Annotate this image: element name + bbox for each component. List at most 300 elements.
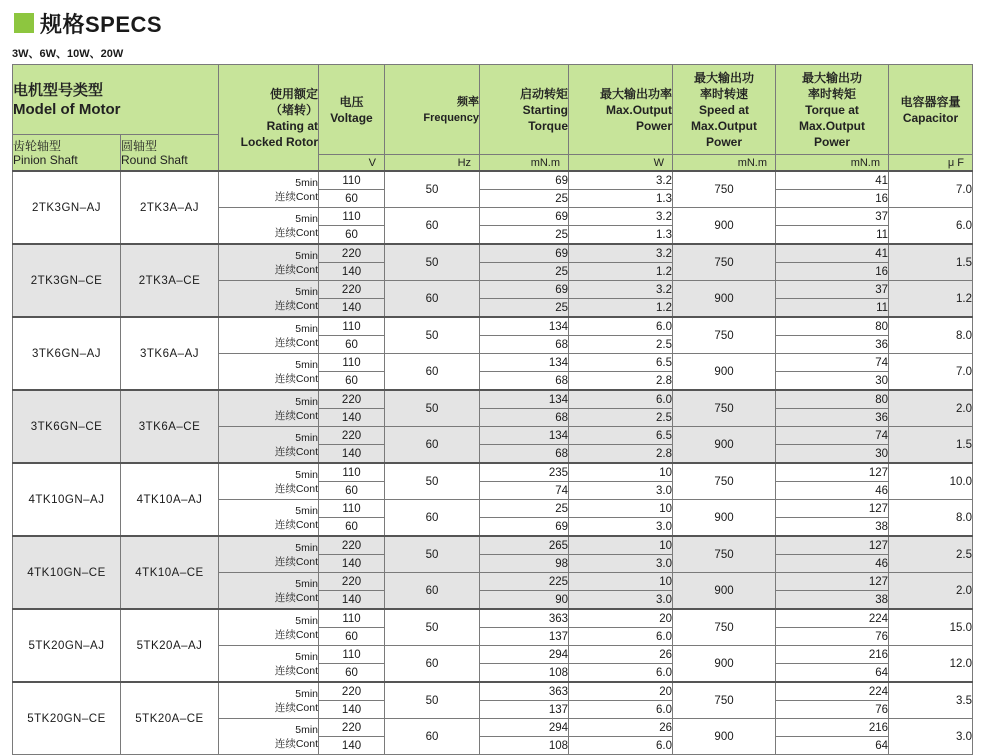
max-torque-cell: 36 xyxy=(776,409,889,427)
max-power-cell: 10 xyxy=(569,463,673,482)
voltage-cell: 140 xyxy=(319,299,385,318)
speed-cell: 750 xyxy=(673,390,776,427)
max-power-cell: 20 xyxy=(569,682,673,701)
rating-cont: 连续Cont xyxy=(274,737,319,750)
round-model: 2TK3A–AJ xyxy=(121,171,219,244)
rating-5min: 5min xyxy=(295,723,319,736)
starting-torque-cell: 68 xyxy=(480,445,569,464)
max-torque-header xyxy=(776,65,889,155)
voltage-cell: 60 xyxy=(319,336,385,354)
max-power-cell: 10 xyxy=(569,573,673,591)
voltage-header-cn: 电压 xyxy=(339,94,364,109)
capacitor-cell: 8.0 xyxy=(889,500,973,537)
voltage-cell: 110 xyxy=(319,354,385,372)
rating-5min: 5min xyxy=(295,468,319,481)
round-shaft-header xyxy=(121,135,219,172)
max-torque-cell: 46 xyxy=(776,482,889,500)
starting-torque-cell: 69 xyxy=(480,208,569,226)
rating-cell xyxy=(219,719,319,755)
max-power-cell: 6.5 xyxy=(569,354,673,372)
round-model: 2TK3A–CE xyxy=(121,244,219,317)
rating-cont: 连续Cont xyxy=(274,591,319,604)
max-torque-cell: 127 xyxy=(776,500,889,518)
rating-cell xyxy=(219,390,319,427)
speed-header xyxy=(673,65,776,155)
starting-torque-header-cn: 启动转矩 xyxy=(520,86,569,101)
rating-5min: 5min xyxy=(295,614,319,627)
max-power-cell: 1.2 xyxy=(569,263,673,281)
voltage-cell: 110 xyxy=(319,609,385,628)
rating-cont: 连续Cont xyxy=(274,372,319,385)
round-shaft-header-en: Round Shaft xyxy=(121,152,188,167)
max-power-cell: 6.5 xyxy=(569,427,673,445)
speed-cell: 750 xyxy=(673,463,776,500)
max-torque-cell: 74 xyxy=(776,354,889,372)
round-model: 3TK6A–CE xyxy=(121,390,219,463)
frequency-cell: 60 xyxy=(385,719,480,755)
rating-cont: 连续Cont xyxy=(274,336,319,349)
starting-torque-cell: 25 xyxy=(480,190,569,208)
max-power-cell: 10 xyxy=(569,500,673,518)
max-torque-cell: 16 xyxy=(776,263,889,281)
model-group xyxy=(13,171,973,244)
speed-header-cn1: 最大输出功 xyxy=(694,70,755,85)
rating-cont: 连续Cont xyxy=(274,263,319,276)
rating-cell xyxy=(219,317,319,354)
capacitor-cell: 3.5 xyxy=(889,682,973,719)
starting-torque-cell: 137 xyxy=(480,701,569,719)
rating-5min: 5min xyxy=(295,176,319,189)
rating-cont: 连续Cont xyxy=(274,482,319,495)
voltage-cell: 60 xyxy=(319,190,385,208)
starting-torque-cell: 69 xyxy=(480,281,569,299)
voltage-cell: 220 xyxy=(319,427,385,445)
rating-cont: 连续Cont xyxy=(274,445,319,458)
capacitor-cell: 1.2 xyxy=(889,281,973,318)
table-row xyxy=(13,682,973,701)
max-power-cell: 3.0 xyxy=(569,518,673,537)
capacitor-cell: 1.5 xyxy=(889,427,973,464)
capacitor-header-en: Capacitor xyxy=(902,110,959,125)
voltage-cell: 220 xyxy=(319,573,385,591)
starting-torque-cell: 74 xyxy=(480,482,569,500)
rating-cont: 连续Cont xyxy=(274,555,319,568)
table-row xyxy=(13,171,973,190)
round-shaft-header-cn: 圆轴型 xyxy=(121,138,158,153)
rating-cell xyxy=(219,573,319,610)
title-text: 规格SPECS xyxy=(40,11,163,37)
starting-torque-cell: 134 xyxy=(480,354,569,372)
voltage-cell: 220 xyxy=(319,682,385,701)
rating-cell xyxy=(219,646,319,683)
voltage-header-en: Voltage xyxy=(330,110,373,125)
unit-voltage: V xyxy=(319,155,385,172)
max-torque-cell: 64 xyxy=(776,664,889,683)
rating-cont: 连续Cont xyxy=(274,518,319,531)
starting-torque-cell: 25 xyxy=(480,226,569,245)
frequency-cell: 50 xyxy=(385,609,480,646)
starting-torque-cell: 108 xyxy=(480,737,569,755)
rating-5min: 5min xyxy=(295,395,319,408)
starting-torque-cell: 235 xyxy=(480,463,569,482)
round-model: 4TK10A–AJ xyxy=(121,463,219,536)
rating-header-en2: Locked Rotor xyxy=(240,134,319,149)
starting-torque-cell: 134 xyxy=(480,390,569,409)
voltage-cell: 60 xyxy=(319,628,385,646)
pinion-model: 2TK3GN–AJ xyxy=(13,171,121,244)
capacitor-cell: 7.0 xyxy=(889,354,973,391)
rating-cell xyxy=(219,354,319,391)
rating-cont: 连续Cont xyxy=(274,664,319,677)
capacitor-cell: 1.5 xyxy=(889,244,973,281)
voltage-cell: 220 xyxy=(319,281,385,299)
starting-torque-header-en1: Starting xyxy=(522,102,569,117)
capacitor-header-cn: 电容器容量 xyxy=(900,94,961,109)
starting-torque-header xyxy=(480,65,569,155)
voltage-cell: 140 xyxy=(319,591,385,610)
rating-cell xyxy=(219,536,319,573)
title-square-icon xyxy=(14,13,34,33)
starting-torque-header-en2: Torque xyxy=(528,118,569,133)
max-torque-cell: 36 xyxy=(776,336,889,354)
starting-torque-cell: 98 xyxy=(480,555,569,573)
max-torque-cell: 11 xyxy=(776,299,889,318)
speed-cell: 750 xyxy=(673,244,776,281)
max-power-header-cn: 最大输出功率 xyxy=(600,86,673,101)
capacitor-cell: 12.0 xyxy=(889,646,973,683)
max-torque-cell: 41 xyxy=(776,171,889,190)
starting-torque-cell: 225 xyxy=(480,573,569,591)
capacitor-cell: 2.0 xyxy=(889,573,973,610)
rating-cell xyxy=(219,281,319,318)
model-header xyxy=(13,65,219,135)
rating-cell xyxy=(219,609,319,646)
max-torque-header-en2: Max.Output xyxy=(799,118,866,133)
max-power-cell: 3.2 xyxy=(569,281,673,299)
frequency-cell: 50 xyxy=(385,317,480,354)
model-group xyxy=(13,317,973,390)
starting-torque-cell: 25 xyxy=(480,263,569,281)
voltage-cell: 140 xyxy=(319,263,385,281)
starting-torque-cell: 90 xyxy=(480,591,569,610)
rating-cell xyxy=(219,682,319,719)
starting-torque-cell: 137 xyxy=(480,628,569,646)
rating-5min: 5min xyxy=(295,431,319,444)
voltage-cell: 220 xyxy=(319,719,385,737)
frequency-header-en: Frequency xyxy=(423,111,480,124)
rating-cont: 连续Cont xyxy=(274,701,319,714)
starting-torque-cell: 68 xyxy=(480,409,569,427)
frequency-cell: 50 xyxy=(385,463,480,500)
rating-cell xyxy=(219,427,319,464)
frequency-cell: 50 xyxy=(385,390,480,427)
speed-cell: 900 xyxy=(673,208,776,245)
rating-5min: 5min xyxy=(295,577,319,590)
voltage-cell: 110 xyxy=(319,208,385,226)
frequency-cell: 60 xyxy=(385,646,480,683)
starting-torque-cell: 25 xyxy=(480,299,569,318)
max-power-cell: 6.0 xyxy=(569,628,673,646)
rating-cell xyxy=(219,208,319,245)
model-group xyxy=(13,390,973,463)
max-power-cell: 1.3 xyxy=(569,190,673,208)
speed-cell: 750 xyxy=(673,609,776,646)
voltage-cell: 60 xyxy=(319,482,385,500)
pinion-model: 4TK10GN–AJ xyxy=(13,463,121,536)
voltage-cell: 60 xyxy=(319,372,385,391)
max-torque-cell: 64 xyxy=(776,737,889,755)
speed-cell: 900 xyxy=(673,573,776,610)
max-torque-cell: 80 xyxy=(776,390,889,409)
rating-cont: 连续Cont xyxy=(274,409,319,422)
model-group xyxy=(13,244,973,317)
voltage-cell: 110 xyxy=(319,646,385,664)
specs-table xyxy=(12,64,973,755)
round-model: 5TK20A–AJ xyxy=(121,609,219,682)
voltage-cell: 140 xyxy=(319,409,385,427)
voltage-cell: 140 xyxy=(319,701,385,719)
max-torque-cell: 38 xyxy=(776,591,889,610)
capacitor-cell: 6.0 xyxy=(889,208,973,245)
rating-cont: 连续Cont xyxy=(274,190,319,203)
rating-5min: 5min xyxy=(295,504,319,517)
capacitor-cell: 3.0 xyxy=(889,719,973,755)
starting-torque-cell: 265 xyxy=(480,536,569,555)
model-header-cn: 电机型号类型 xyxy=(13,81,104,99)
unit-power: W xyxy=(569,155,673,172)
max-torque-cell: 41 xyxy=(776,244,889,263)
max-torque-header-en3: Power xyxy=(814,134,851,149)
round-model: 3TK6A–AJ xyxy=(121,317,219,390)
rating-header xyxy=(219,65,319,172)
rating-cell xyxy=(219,463,319,500)
voltage-cell: 60 xyxy=(319,664,385,683)
capacitor-cell: 7.0 xyxy=(889,171,973,208)
pinion-model: 2TK3GN–CE xyxy=(13,244,121,317)
max-power-cell: 3.2 xyxy=(569,244,673,263)
voltage-cell: 220 xyxy=(319,536,385,555)
voltage-cell: 110 xyxy=(319,500,385,518)
unit-torque: mN.m xyxy=(480,155,569,172)
max-power-cell: 6.0 xyxy=(569,737,673,755)
speed-header-en1: Speed at xyxy=(699,102,750,117)
starting-torque-cell: 134 xyxy=(480,427,569,445)
speed-cell: 900 xyxy=(673,719,776,755)
max-power-cell: 3.0 xyxy=(569,555,673,573)
rating-5min: 5min xyxy=(295,322,319,335)
max-torque-header-cn1: 最大输出功 xyxy=(802,70,863,85)
model-group xyxy=(13,682,973,755)
model-group xyxy=(13,536,973,609)
starting-torque-cell: 25 xyxy=(480,500,569,518)
max-power-cell: 2.8 xyxy=(569,372,673,391)
unit-capacitor: μ F xyxy=(889,155,973,172)
rating-5min: 5min xyxy=(295,212,319,225)
frequency-cell: 60 xyxy=(385,281,480,318)
speed-cell: 900 xyxy=(673,427,776,464)
max-power-cell: 26 xyxy=(569,719,673,737)
voltage-cell: 140 xyxy=(319,555,385,573)
max-torque-cell: 11 xyxy=(776,226,889,245)
max-torque-cell: 74 xyxy=(776,427,889,445)
frequency-cell: 50 xyxy=(385,682,480,719)
pinion-model: 3TK6GN–AJ xyxy=(13,317,121,390)
table-row xyxy=(13,390,973,409)
max-torque-cell: 37 xyxy=(776,208,889,226)
starting-torque-cell: 363 xyxy=(480,682,569,701)
table-row xyxy=(13,609,973,628)
table-row xyxy=(13,244,973,263)
max-torque-cell: 38 xyxy=(776,518,889,537)
speed-header-en3: Power xyxy=(706,134,743,149)
capacitor-cell: 15.0 xyxy=(889,609,973,646)
starting-torque-cell: 134 xyxy=(480,317,569,336)
voltage-cell: 60 xyxy=(319,518,385,537)
max-power-cell: 6.0 xyxy=(569,317,673,336)
frequency-cell: 50 xyxy=(385,171,480,208)
max-power-cell: 1.3 xyxy=(569,226,673,245)
voltage-cell: 140 xyxy=(319,737,385,755)
speed-cell: 750 xyxy=(673,171,776,208)
max-power-cell: 10 xyxy=(569,536,673,555)
max-torque-cell: 30 xyxy=(776,372,889,391)
unit-max-torque: mN.m xyxy=(776,155,889,172)
pinion-shaft-header-en: Pinion Shaft xyxy=(13,152,78,167)
max-power-cell: 3.2 xyxy=(569,171,673,190)
max-power-cell: 2.5 xyxy=(569,409,673,427)
rating-5min: 5min xyxy=(295,285,319,298)
capacitor-cell: 10.0 xyxy=(889,463,973,500)
rating-cell xyxy=(219,171,319,208)
rating-cont: 连续Cont xyxy=(274,226,319,239)
max-torque-cell: 46 xyxy=(776,555,889,573)
table-row xyxy=(13,463,973,482)
max-torque-cell: 224 xyxy=(776,609,889,628)
voltage-cell: 110 xyxy=(319,171,385,190)
rating-5min: 5min xyxy=(295,249,319,262)
rating-cont: 连续Cont xyxy=(274,299,319,312)
speed-header-cn2: 率时转速 xyxy=(700,86,749,101)
max-torque-cell: 76 xyxy=(776,628,889,646)
voltage-cell: 110 xyxy=(319,317,385,336)
rating-5min: 5min xyxy=(295,650,319,663)
max-torque-cell: 30 xyxy=(776,445,889,464)
voltage-header xyxy=(319,65,385,155)
voltage-cell: 220 xyxy=(319,244,385,263)
max-power-cell: 6.0 xyxy=(569,664,673,683)
frequency-cell: 60 xyxy=(385,354,480,391)
starting-torque-cell: 294 xyxy=(480,719,569,737)
capacitor-cell: 2.5 xyxy=(889,536,973,573)
speed-cell: 750 xyxy=(673,682,776,719)
starting-torque-cell: 69 xyxy=(480,171,569,190)
speed-cell: 750 xyxy=(673,317,776,354)
starting-torque-cell: 363 xyxy=(480,609,569,628)
rating-cell xyxy=(219,500,319,537)
max-torque-cell: 16 xyxy=(776,190,889,208)
max-power-cell: 6.0 xyxy=(569,390,673,409)
capacitor-cell: 8.0 xyxy=(889,317,973,354)
model-group xyxy=(13,609,973,682)
rating-cont: 连续Cont xyxy=(274,628,319,641)
page-title xyxy=(14,10,162,36)
rating-header-cn2: （堵转） xyxy=(270,102,319,117)
voltage-cell: 220 xyxy=(319,390,385,409)
max-power-cell: 2.8 xyxy=(569,445,673,464)
frequency-header-cn: 频率 xyxy=(457,95,480,108)
max-power-cell: 3.0 xyxy=(569,591,673,610)
round-model: 4TK10A–CE xyxy=(121,536,219,609)
capacitor-header xyxy=(889,65,973,155)
starting-torque-cell: 108 xyxy=(480,664,569,683)
max-torque-header-en1: Torque at xyxy=(805,102,859,117)
speed-cell: 900 xyxy=(673,646,776,683)
rating-5min: 5min xyxy=(295,358,319,371)
max-power-cell: 3.0 xyxy=(569,482,673,500)
speed-cell: 900 xyxy=(673,500,776,537)
pinion-shaft-header-cn: 齿轮轴型 xyxy=(13,138,62,153)
speed-header-en2: Max.Output xyxy=(691,118,758,133)
max-power-cell: 3.2 xyxy=(569,208,673,226)
max-power-cell: 20 xyxy=(569,609,673,628)
frequency-cell: 50 xyxy=(385,244,480,281)
rating-5min: 5min xyxy=(295,687,319,700)
table-row xyxy=(13,536,973,555)
voltage-cell: 140 xyxy=(319,445,385,464)
model-header-en: Model of Motor xyxy=(13,100,121,118)
rating-5min: 5min xyxy=(295,541,319,554)
max-power-header xyxy=(569,65,673,155)
max-power-cell: 6.0 xyxy=(569,701,673,719)
pinion-model: 4TK10GN–CE xyxy=(13,536,121,609)
frequency-cell: 60 xyxy=(385,573,480,610)
max-power-cell: 26 xyxy=(569,646,673,664)
rating-header-cn: 使用额定 xyxy=(270,86,319,101)
max-torque-cell: 37 xyxy=(776,281,889,299)
speed-cell: 900 xyxy=(673,281,776,318)
speed-cell: 750 xyxy=(673,536,776,573)
max-torque-cell: 127 xyxy=(776,573,889,591)
rating-header-en1: Rating at xyxy=(266,118,319,133)
max-torque-cell: 127 xyxy=(776,536,889,555)
round-model: 5TK20A–CE xyxy=(121,682,219,755)
frequency-cell: 50 xyxy=(385,536,480,573)
voltage-cell: 110 xyxy=(319,463,385,482)
pinion-shaft-header xyxy=(13,135,121,172)
max-torque-cell: 80 xyxy=(776,317,889,336)
table-row xyxy=(13,317,973,336)
max-torque-cell: 224 xyxy=(776,682,889,701)
rating-cell xyxy=(219,244,319,281)
starting-torque-cell: 68 xyxy=(480,372,569,391)
starting-torque-cell: 294 xyxy=(480,646,569,664)
pinion-model: 3TK6GN–CE xyxy=(13,390,121,463)
unit-speed: mN.m xyxy=(673,155,776,172)
starting-torque-cell: 69 xyxy=(480,518,569,537)
frequency-cell: 60 xyxy=(385,500,480,537)
max-torque-cell: 216 xyxy=(776,646,889,664)
frequency-header xyxy=(385,65,480,155)
max-power-cell: 2.5 xyxy=(569,336,673,354)
frequency-cell: 60 xyxy=(385,208,480,245)
max-power-header-en1: Max.Output xyxy=(606,102,673,117)
model-group xyxy=(13,463,973,536)
max-power-cell: 1.2 xyxy=(569,299,673,318)
subtitle: 3W、6W、10W、20W xyxy=(12,48,124,60)
starting-torque-cell: 68 xyxy=(480,336,569,354)
unit-frequency: Hz xyxy=(385,155,480,172)
max-power-header-en2: Power xyxy=(636,118,673,133)
